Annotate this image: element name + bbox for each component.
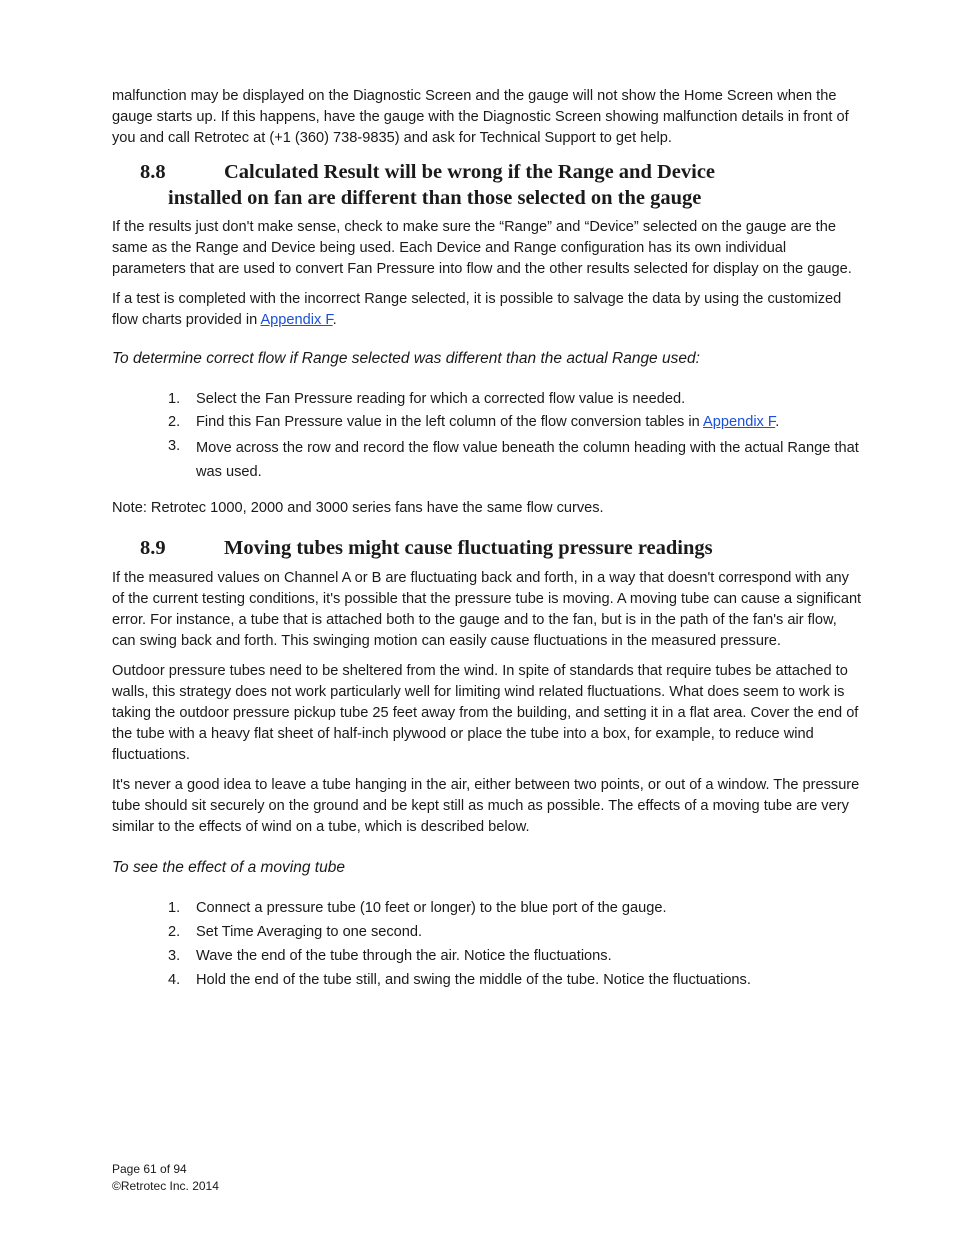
list-item (112, 436, 864, 484)
page-number: Page 61 of 94 (112, 1162, 187, 1176)
list-item (112, 412, 864, 433)
section-8-8-heading (112, 159, 864, 211)
list-item (112, 922, 864, 943)
section-8-8-paragraph-2 (112, 289, 864, 331)
list-text-end: . (775, 414, 780, 430)
list-item (112, 389, 864, 410)
section-title: Moving tubes might cause fluctuating pressure readings (224, 537, 713, 559)
section-8-8-paragraph-1: If the results just don't make sense, check to make sure the “Range” and “Device” selected on the gauge are the same as the Range and Device being used. Each Device and Range configuration has its own individual parameters that are used to convert Fan Pressure into flow and the other results selected for display on the gauge. (112, 219, 852, 277)
intro-paragraph: malfunction may be displayed on the Diagnostic Screen and the gauge will not show the Home Screen when the gauge starts up. If this happens, have the gauge with the Diagnostic Screen showing malfunction details in front of you and call Retrotec at (+1 (360) 738-9835) and ask for Technical Support to get help. (112, 88, 849, 146)
list-number: 1. (168, 900, 181, 916)
section-8-9-paragraph-1: If the measured values on Channel A or B are fluctuating back and forth, in a way that doesn't correspond with any of the current testing conditions, it's possible that the pressure tube is moving. A moving tube can cause a significant error. For instance, a tube that is attached both to the gauge and to the fan, but is in the path of the fan's air flow, can swing back and forth. This swinging motion can easily cause fluctuations in the measured pressure. (112, 570, 862, 649)
section-number: 8.8 (140, 161, 166, 183)
list-number: 3. (168, 948, 181, 964)
document-page (112, 86, 864, 991)
section-title-line1: Calculated Result will be wrong if the Range and Device (224, 161, 716, 183)
list-number: 3. (168, 438, 181, 454)
section-8-8-subheading: To determine correct flow if Range selected was different than the actual Range used: (112, 350, 700, 367)
appendix-f-link[interactable]: Appendix F (260, 312, 333, 328)
section-title-line2: installed on fan are different than those selected on the gauge (168, 187, 702, 209)
page-footer (112, 1161, 219, 1195)
list-number: 1. (168, 391, 181, 407)
section-8-9-paragraph-2: Outdoor pressure tubes need to be sheltered from the wind. In spite of standards that require tubes be attached to walls, this strategy does not work particularly well for limiting wind related fluctuations. What does seem to work is taking the outdoor pressure pickup tube 25 feet away from the building, and setting it in a flat area. Cover the end of the tube with a heavy flat sheet of half-inch plywood or place the tube into a box, for example, to reduce wind fluctuations. (112, 663, 859, 763)
section-8-8-steps (112, 389, 864, 484)
section-8-9-subheading: To see the effect of a moving tube (112, 859, 345, 876)
paragraph-text: If a test is completed with the incorrect Range selected, it is possible to salvage the data by using the customized flow charts provided in (112, 291, 842, 328)
list-number: 2. (168, 414, 181, 430)
list-text-part: Find this Fan Pressure value in the left column of the flow conversion tables in (196, 414, 703, 430)
section-8-9-heading (112, 535, 864, 561)
section-number: 8.9 (140, 537, 166, 559)
list-text: Wave the end of the tube through the air. Notice the fluctuations. (196, 948, 612, 964)
section-8-9-steps (112, 898, 864, 991)
list-item (112, 898, 864, 919)
note-paragraph: Note: Retrotec 1000, 2000 and 3000 series fans have the same flow curves. (112, 500, 604, 516)
list-item (112, 970, 864, 991)
list-text: Set Time Averaging to one second. (196, 924, 423, 940)
list-text: Move across the row and record the flow value beneath the column heading with the actual Range that was used. (196, 440, 859, 480)
list-item (112, 946, 864, 967)
list-text: Hold the end of the tube still, and swing the middle of the tube. Notice the fluctuations. (196, 972, 751, 988)
list-number: 2. (168, 924, 181, 940)
list-text: Connect a pressure tube (10 feet or longer) to the blue port of the gauge. (196, 900, 667, 916)
paragraph-text-end: . (332, 312, 337, 328)
list-text (196, 412, 864, 433)
list-text: Select the Fan Pressure reading for which a corrected flow value is needed. (196, 391, 686, 407)
copyright: ©Retrotec Inc. 2014 (112, 1179, 219, 1193)
list-number: 4. (168, 972, 181, 988)
section-8-9-paragraph-3: It's never a good idea to leave a tube hanging in the air, either between two points, or out of a window. The pressure tube should sit securely on the ground and be kept still as much as possible. The effects of a moving tube are very similar to the effects of wind on a tube, which is described below. (112, 777, 860, 835)
appendix-f-link[interactable]: Appendix F (703, 414, 776, 430)
